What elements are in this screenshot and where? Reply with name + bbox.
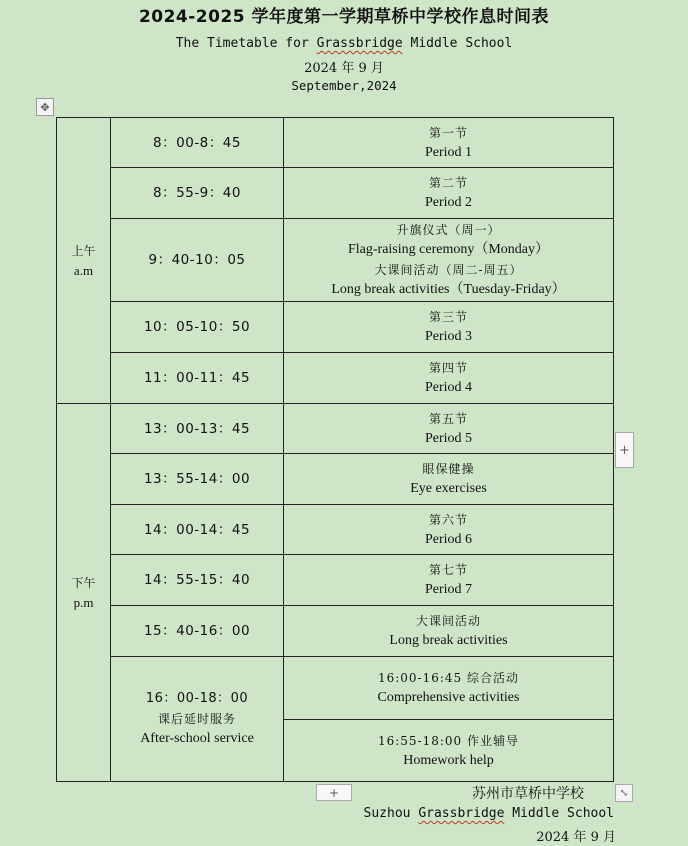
activity-zh: 第四节 bbox=[428, 361, 468, 375]
table-row bbox=[57, 219, 614, 302]
table-row bbox=[57, 168, 614, 219]
am-label-en: a.m bbox=[73, 262, 94, 278]
after-school-en: After-school service bbox=[140, 731, 254, 746]
pm-cell bbox=[57, 404, 111, 782]
time-cell: 9：40-10：05 bbox=[111, 219, 284, 302]
table-row bbox=[57, 353, 614, 404]
subtitle-school-word: Grassbridge bbox=[316, 36, 403, 51]
activity-zh: 第一节 bbox=[428, 125, 468, 140]
activity-en: Comprehensive activities bbox=[377, 690, 520, 705]
after-school-time-cell bbox=[111, 657, 284, 782]
time-cell: 14：55-15：40 bbox=[111, 555, 284, 606]
activity-zh: 第三节 bbox=[428, 310, 468, 324]
time-cell: 11：00-11：45 bbox=[111, 353, 284, 404]
after-school-zh: 课后延时服务 bbox=[157, 712, 236, 726]
activity-zh: 第七节 bbox=[428, 563, 468, 577]
table-row bbox=[57, 555, 614, 606]
table-row bbox=[57, 454, 614, 505]
time-cell: 8：00-8：45 bbox=[111, 118, 284, 168]
footer-school-en bbox=[364, 806, 614, 821]
activity-en: Flag-raising ceremony（Monday） bbox=[347, 242, 549, 257]
table-row bbox=[57, 404, 614, 454]
activity-zh: 第六节 bbox=[428, 512, 468, 527]
add-row-button[interactable]: + bbox=[316, 784, 352, 801]
am-cell bbox=[57, 118, 111, 404]
activity-en: Period 3 bbox=[424, 329, 473, 344]
time-cell: 10：05-10：50 bbox=[111, 302, 284, 353]
activity-cell bbox=[284, 118, 614, 168]
footer-en-suffix: Middle School bbox=[504, 806, 614, 821]
pm-label-zh: 下午 bbox=[71, 575, 96, 590]
activity-en: Homework help bbox=[403, 752, 494, 768]
activity-zh: 眼保健操 bbox=[422, 462, 475, 476]
activity-zh: 16:55-18:00 作业辅导 bbox=[377, 733, 520, 748]
time-cell: 14：00-14：45 bbox=[111, 505, 284, 555]
footer-en-school-word: Grassbridge bbox=[418, 806, 505, 821]
footer-school-zh: 苏州市草桥中学校 bbox=[472, 786, 584, 802]
timetable bbox=[56, 117, 614, 782]
activity-en: Period 6 bbox=[424, 531, 473, 547]
add-column-button[interactable]: + bbox=[615, 432, 634, 468]
time-cell: 13：55-14：00 bbox=[111, 454, 284, 505]
pm-label-en: p.m bbox=[73, 594, 94, 610]
activity-en: Period 1 bbox=[424, 144, 473, 160]
activity-en: Long break activities bbox=[389, 633, 508, 648]
activity-zh: 大课间活动 bbox=[415, 614, 481, 628]
activity-cell bbox=[284, 404, 614, 454]
activity-cell bbox=[284, 555, 614, 606]
activity-en-2: Long break activities（Tuesday-Friday） bbox=[331, 282, 566, 297]
table-resize-handle-icon[interactable]: ⤡ bbox=[615, 784, 633, 802]
header-date-zh: 2024 年 9 月 bbox=[304, 61, 384, 76]
page-title: 2024-2025 学年度第一学期草桥中学校作息时间表 bbox=[138, 7, 550, 27]
activity-en: Period 4 bbox=[424, 380, 473, 395]
activity-en: Eye exercises bbox=[410, 481, 487, 496]
header-date-en: September,2024 bbox=[291, 78, 397, 93]
activity-en: Period 7 bbox=[424, 582, 473, 597]
activity-cell bbox=[284, 505, 614, 555]
activity-zh: 升旗仪式（周一） bbox=[396, 223, 501, 237]
subtitle-suffix: Middle School bbox=[402, 36, 513, 51]
activity-zh: 第五节 bbox=[428, 411, 468, 426]
time-cell: 15：40-16：00 bbox=[111, 606, 284, 657]
am-label-zh: 上午 bbox=[71, 243, 96, 258]
table-row bbox=[57, 118, 614, 168]
activity-cell bbox=[284, 657, 614, 720]
table-move-handle-icon[interactable]: ✥ bbox=[36, 98, 54, 116]
activity-zh: 第二节 bbox=[428, 176, 468, 190]
subtitle-prefix: The Timetable for bbox=[175, 36, 317, 51]
footer-en-prefix: Suzhou bbox=[363, 806, 419, 821]
activity-cell bbox=[284, 720, 614, 782]
activity-cell bbox=[284, 606, 614, 657]
activity-cell bbox=[284, 454, 614, 505]
activity-cell bbox=[284, 302, 614, 353]
activity-en: Period 5 bbox=[424, 430, 473, 446]
footer-date: 2024 年 9 月 bbox=[536, 830, 616, 845]
page-subtitle bbox=[0, 36, 688, 51]
activity-cell bbox=[284, 219, 614, 302]
table-row bbox=[57, 505, 614, 555]
activity-zh-2: 大课间活动（周二-周五） bbox=[374, 263, 523, 277]
activity-en: Period 2 bbox=[424, 195, 473, 210]
time-cell: 8：55-9：40 bbox=[111, 168, 284, 219]
table-row bbox=[57, 302, 614, 353]
activity-zh: 16:00-16:45 综合活动 bbox=[377, 671, 520, 685]
table-row bbox=[57, 657, 614, 720]
activity-cell bbox=[284, 168, 614, 219]
activity-cell bbox=[284, 353, 614, 404]
table-row bbox=[57, 606, 614, 657]
time-cell: 13：00-13：45 bbox=[111, 404, 284, 454]
after-school-time: 16：00-18：00 bbox=[145, 691, 249, 706]
